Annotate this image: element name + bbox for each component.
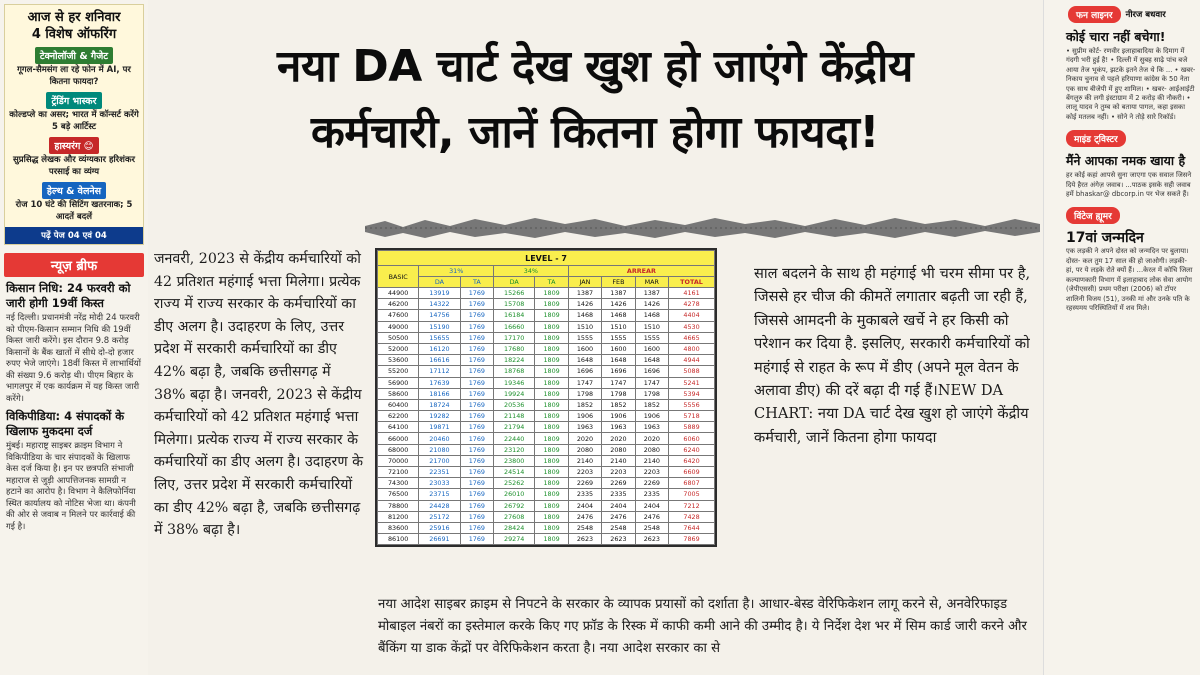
da-31-cell: 13919 [419,288,460,299]
basic-pay-cell: 70000 [378,455,419,466]
arrear-feb-cell: 1963 [602,422,635,433]
ta-31-cell: 1769 [460,299,493,310]
brief-item-title[interactable]: किसान निधि: 24 फरवरी को जारी होगी 19वीं किस्त [6,281,131,310]
da-31-cell: 16120 [419,343,460,354]
subheader-mar: MAR [635,277,668,288]
arrear-total-cell: 7212 [669,500,715,511]
da-31-cell: 17112 [419,366,460,377]
da-34-cell: 21148 [494,411,535,422]
arrear-total-cell: 6060 [669,433,715,444]
da-31-cell: 22351 [419,467,460,478]
arrear-feb-cell: 1600 [602,343,635,354]
ta-31-cell: 1769 [460,343,493,354]
arrear-feb-cell: 2140 [602,455,635,466]
fun-liner-title[interactable]: कोई चारा नहीं बचेगा! [1066,29,1166,44]
ta-31-cell: 1769 [460,444,493,455]
arrear-feb-cell: 2269 [602,478,635,489]
ta-31-cell: 1769 [460,478,493,489]
ta-34-cell: 1809 [535,321,568,332]
arrear-jan-cell: 2623 [568,534,601,545]
arrear-total-cell: 4161 [669,288,715,299]
mind-twister-pill: माइंड ट्विस्टर [1066,130,1126,147]
humor-chip: हास्यरंग 😊 [49,137,98,154]
ta-31-cell: 1769 [460,489,493,500]
da-34-cell: 19924 [494,388,535,399]
arrear-feb-cell: 2203 [602,467,635,478]
left-sidebar [0,0,148,675]
brief-item-body: नई दिल्ली। प्रधानमंत्री नरेंद्र मोदी 24 फरवरी को पीएम-किसान सम्मान निधि की 19वीं किस्त जारी करेंगे। इस दौरान 9.8 करोड़ किसानों के बैंक खातों में सीधे दो-दो हजार रुपए भेजे जाएंगे। 18वीं किस्त में लाभार्थियों की संख्या 9.6 करोड़ थी। पीएम बिहार के भागलपुर में एक कार्यक्रम में यह किस्त जारी करेंगे। [6,313,141,404]
arrear-total-cell: 7005 [669,489,715,500]
promo-title: आज से हर शनिवार [27,10,121,25]
table-row [378,500,715,511]
table-row [378,399,715,410]
arrear-feb-cell: 1468 [602,310,635,321]
da-34-cell: 17170 [494,332,535,343]
ta-34-cell: 1809 [535,399,568,410]
basic-pay-cell: 55200 [378,366,419,377]
arrear-jan-cell: 1963 [568,422,601,433]
da-34-cell: 24514 [494,467,535,478]
arrear-mar-cell: 2335 [635,489,668,500]
arrear-mar-cell: 2404 [635,500,668,511]
arrear-feb-cell: 1555 [602,332,635,343]
table-row [378,422,715,433]
arrear-feb-cell: 2335 [602,489,635,500]
arrear-mar-cell: 1468 [635,310,668,321]
arrear-mar-cell: 1696 [635,366,668,377]
mind-twister-text: हर कोई कहां आपसे सुना जाएगा एक सवाल जिसने दिये हैरत अंगेज़ जवाब। ...पाठक इसके सही जवाब हमें bhaskar@ dbcorp.in पर भेज सकते हैं। [1066,171,1192,199]
arrear-mar-cell: 1906 [635,411,668,422]
da-chart-table [375,248,717,547]
arrear-feb-cell: 1906 [602,411,635,422]
basic-pay-cell: 60400 [378,399,419,410]
arrear-feb-cell: 1510 [602,321,635,332]
arrear-jan-cell: 1387 [568,288,601,299]
arrear-total-cell: 7869 [669,534,715,545]
arrear-total-cell: 4944 [669,355,715,366]
arrear-jan-cell: 1852 [568,399,601,410]
table-row [378,299,715,310]
table-row [378,455,715,466]
table-row [378,288,715,299]
arrear-feb-cell: 1747 [602,377,635,388]
table-row [378,467,715,478]
da-34-cell: 20536 [494,399,535,410]
basic-pay-cell: 47600 [378,310,419,321]
ta-31-cell: 1769 [460,422,493,433]
article-body-bottom: नया आदेश साइबर क्राइम से निपटने के सरकार के व्यापक प्रयासों को दर्शाता है। आधार-बेस्ड वेरिफिकेशन लागू करने से, अनवेरिफाइड मोबाइल नंबरों का इस्तेमाल करके किए गए फ्रॉड के रिस्क में काफी कमी आने की उम्मीद है। ये निर्देश देश भर में सिम कार्ड जारी करने और बैंकिंग या डाक केंद्रों पर वेरिफिकेशन करता है। नया आदेश सरकार का से [378,597,1027,656]
table-row [378,444,715,455]
basic-pay-cell: 58600 [378,388,419,399]
da-31-cell: 24428 [419,500,460,511]
ta-34-cell: 1809 [535,522,568,533]
col-basic: BASIC [378,266,419,288]
subheader-ta: TA [460,277,493,288]
arrear-total-cell: 4404 [669,310,715,321]
arrear-jan-cell: 2020 [568,433,601,444]
table-row [378,377,715,388]
ta-34-cell: 1809 [535,343,568,354]
headline-line-1: नया DA चार्ट देख खुश हो जाएंगे केंद्रीय [277,41,913,92]
ta-34-cell: 1809 [535,489,568,500]
basic-pay-cell: 78800 [378,500,419,511]
mind-twister-title[interactable]: मैंने आपका नमक खाया है [1066,153,1186,169]
table-row [378,388,715,399]
arrear-feb-cell: 1648 [602,355,635,366]
group-34: 34% [494,266,569,277]
right-sidebar [1043,0,1200,675]
da-34-cell: 16660 [494,321,535,332]
da-34-cell: 26792 [494,500,535,511]
da-31-cell: 15190 [419,321,460,332]
ta-34-cell: 1809 [535,355,568,366]
table-row [378,343,715,354]
arrear-total-cell: 7428 [669,511,715,522]
arrear-feb-cell: 1426 [602,299,635,310]
ta-34-cell: 1809 [535,411,568,422]
arrear-jan-cell: 1648 [568,355,601,366]
da-31-cell: 20460 [419,433,460,444]
subheader-ta: TA [535,277,568,288]
da-34-cell: 23120 [494,444,535,455]
table-row [378,478,715,489]
arrear-jan-cell: 1468 [568,310,601,321]
basic-pay-cell: 76500 [378,489,419,500]
ta-34-cell: 1809 [535,388,568,399]
trending-chip: ट्रेंडिंग भास्कर [46,92,101,109]
arrear-mar-cell: 1426 [635,299,668,310]
arrear-jan-cell: 2476 [568,511,601,522]
arrear-mar-cell: 2548 [635,522,668,533]
arrear-jan-cell: 2269 [568,478,601,489]
ta-34-cell: 1809 [535,478,568,489]
ta-34-cell: 1809 [535,534,568,545]
ta-31-cell: 1769 [460,522,493,533]
da-31-cell: 18166 [419,388,460,399]
arrear-mar-cell: 2140 [635,455,668,466]
arrear-jan-cell: 2080 [568,444,601,455]
da-34-cell: 18224 [494,355,535,366]
da-31-cell: 16616 [419,355,460,366]
basic-pay-cell: 74300 [378,478,419,489]
ta-34-cell: 1809 [535,366,568,377]
arrear-total-cell: 6420 [669,455,715,466]
health-chip: हेल्थ & वेलनेस [42,182,106,199]
da-34-cell: 26010 [494,489,535,500]
arrear-mar-cell: 1510 [635,321,668,332]
arrear-total-cell: 5556 [669,399,715,410]
table-row [378,355,715,366]
basic-pay-cell: 72100 [378,467,419,478]
article-headline [150,34,1040,166]
table-row [378,511,715,522]
table-row [378,321,715,332]
arrear-jan-cell: 2404 [568,500,601,511]
arrear-total-cell: 6807 [669,478,715,489]
brief-item-body: मुंबई। महाराष्ट्र साइबर क्राइम विभाग ने विकिपीडिया के चार संपादकों के खिलाफ केस दर्ज किया है। इन पर छत्रपति संभाजी महाराज से जुड़ी आपत्तिजनक सामग्री न हटाने का आरोप है। विभाग ने कैलिफोर्निया स्थित कार्यालय को नोटिस भेजा था। कंपनी की ओर से जवाब न मिलने पर कार्रवाई की गई है। [6,441,136,532]
da-31-cell: 25172 [419,511,460,522]
article-body-right: साल बदलने के साथ ही महंगाई भी चरम सीमा पर है, जिससे हर चीज की कीमतें लगातार बढ़ती जा रही हैं, जिससे आमदनी के मुकाबले खर्चे ने हर किसी को परेशान कर दिया है. इसलिए, सरकारी कर्मचारियों को महंगाई से राहत के रूप में डीए (अपने मूल वेतन के अलावा डीए) की दरें बढ़ा दी गई हैं।NEW DA CHART: नया DA चार्ट देख खुश हो जाएंगे केंद्रीय कर्मचारी, जानें कितना होगा फायदा [754,265,1031,446]
arrear-total-cell: 4530 [669,321,715,332]
da-31-cell: 21080 [419,444,460,455]
arrear-feb-cell: 2476 [602,511,635,522]
arrear-jan-cell: 1696 [568,366,601,377]
arrear-feb-cell: 2404 [602,500,635,511]
weekly-promo-box[interactable] [4,4,144,245]
ta-31-cell: 1769 [460,433,493,444]
arrear-mar-cell: 1852 [635,399,668,410]
arrear-jan-cell: 1747 [568,377,601,388]
da-34-cell: 28424 [494,522,535,533]
group-31: 31% [419,266,494,277]
fun-liner-text: • सुप्रीम कोर्ट- रणवीर इलाहाबादिया के दिमाग में गंदगी भरी हुई है! • दिल्ली में सुबह साढ़े पांच बजे आया तेज भूकंप, झटके इतने तेज थे कि ... • खबर- निकाय चुनाव से पहले हरियाणा कांग्रेस के 50 नेता एक साथ बीजेपी में हुए शामिल। • खबर- आईआईटी बेंगलुरु की लगी इंस्टाग्राम में 2 करोड़ की नौकरी। • लालू यादव ने तुम्ब को बताया पागल, कहा इसका कोई मतलब नहीं। • सोने ने तोड़े सारे रिकॉर्ड। [1066,47,1196,121]
arrear-jan-cell: 1510 [568,321,601,332]
ta-34-cell: 1809 [535,332,568,343]
arrear-jan-cell: 1798 [568,388,601,399]
ta-34-cell: 1809 [535,511,568,522]
ta-34-cell: 1809 [535,310,568,321]
da-34-cell: 21794 [494,422,535,433]
da-34-cell: 25262 [494,478,535,489]
group-arrear: ARREAR [568,266,714,277]
basic-pay-cell: 52000 [378,343,419,354]
da-31-cell: 21700 [419,455,460,466]
ta-31-cell: 1769 [460,377,493,388]
ta-31-cell: 1769 [460,500,493,511]
da-31-cell: 15655 [419,332,460,343]
ta-31-cell: 1769 [460,388,493,399]
ta-34-cell: 1809 [535,422,568,433]
arrear-mar-cell: 1747 [635,377,668,388]
da-31-cell: 14756 [419,310,460,321]
trending-text: कोल्डप्ले का असर; भारत में कॉन्सर्ट करेंगे 5 बड़े आर्टिस्ट [9,110,139,132]
arrear-mar-cell: 1600 [635,343,668,354]
ta-31-cell: 1769 [460,355,493,366]
humor-text: सुप्रसिद्ध लेखक और व्यंग्यकार हरिशंकर परसाई का व्यंग्य [13,155,135,177]
da-31-cell: 26691 [419,534,460,545]
ta-34-cell: 1809 [535,299,568,310]
arrear-feb-cell: 1696 [602,366,635,377]
da-31-cell: 17639 [419,377,460,388]
ta-31-cell: 1769 [460,288,493,299]
arrear-total-cell: 5889 [669,422,715,433]
arrear-mar-cell: 1387 [635,288,668,299]
basic-pay-cell: 53600 [378,355,419,366]
da-34-cell: 22440 [494,433,535,444]
arrear-feb-cell: 2548 [602,522,635,533]
da-31-cell: 19282 [419,411,460,422]
ta-34-cell: 1809 [535,433,568,444]
subheader-feb: FEB [602,277,635,288]
ta-34-cell: 1809 [535,467,568,478]
basic-pay-cell: 56900 [378,377,419,388]
arrear-mar-cell: 1963 [635,422,668,433]
arrear-total-cell: 4665 [669,332,715,343]
arrear-feb-cell: 1387 [602,288,635,299]
torn-paper-divider [365,212,1040,240]
table-title: LEVEL - 7 [378,251,715,266]
table-row [378,332,715,343]
da-31-cell: 23715 [419,489,460,500]
arrear-jan-cell: 1906 [568,411,601,422]
da-31-cell: 23033 [419,478,460,489]
article-body-left: जनवरी, 2023 से केंद्रीय कर्मचारियों को 42 प्रतिशत महंगाई भत्ता मिलेगा। प्रत्येक राज्य में राज्य सरकार के कर्मचारियों का डीए अलग है। उदाहरण के लिए, उत्तर प्रदेश में सरकारी कर्मचारियों का डीए 42% बढ़ा है, जबकि छत्तीसगढ़ में 38% बढ़ा है। जनवरी, 2023 से केंद्रीय कर्मचारियों को 42 प्रतिशत महंगाई भत्ता मिलेगा। प्रत्येक राज्य में राज्य सरकार के कर्मचारियों का डीए अलग है। उदाहरण के लिए, उत्तर प्रदेश में सरकारी कर्मचारियों का डीए 42% बढ़ा है, जबकि छत्तीसगढ़ में 38% बढ़ा है। [154,251,364,539]
ta-31-cell: 1769 [460,534,493,545]
da-31-cell: 25916 [419,522,460,533]
arrear-mar-cell: 2020 [635,433,668,444]
arrear-mar-cell: 2476 [635,511,668,522]
table-row [378,366,715,377]
arrear-feb-cell: 2623 [602,534,635,545]
arrear-mar-cell: 2203 [635,467,668,478]
arrear-jan-cell: 1555 [568,332,601,343]
promo-subtitle: 4 विशेष ऑफरिंग [31,27,117,42]
arrear-feb-cell: 2080 [602,444,635,455]
ta-31-cell: 1769 [460,366,493,377]
arrear-total-cell: 6609 [669,467,715,478]
arrear-jan-cell: 2203 [568,467,601,478]
vintage-humor-title[interactable]: 17वां जन्मदिन [1066,230,1144,247]
health-text: रोज 10 घंटे की सिटिंग खतरनाक; 5 आदतें बदलें [15,200,133,222]
table-row [378,310,715,321]
basic-pay-cell: 81200 [378,511,419,522]
basic-pay-cell: 68000 [378,444,419,455]
ta-31-cell: 1769 [460,455,493,466]
ta-34-cell: 1809 [535,288,568,299]
arrear-jan-cell: 2140 [568,455,601,466]
da-31-cell: 14322 [419,299,460,310]
table-row [378,489,715,500]
ta-31-cell: 1769 [460,310,493,321]
da-34-cell: 16184 [494,310,535,321]
table-row [378,411,715,422]
da-31-cell: 18724 [419,399,460,410]
arrear-total-cell: 5088 [669,366,715,377]
ta-34-cell: 1809 [535,500,568,511]
table-row [378,433,715,444]
da-34-cell: 19346 [494,377,535,388]
da-34-cell: 15266 [494,288,535,299]
promo-page-ref: पढ़ें पेज 04 एवं 04 [5,227,143,244]
basic-pay-cell: 49000 [378,321,419,332]
da-34-cell: 29274 [494,534,535,545]
arrear-total-cell: 5394 [669,388,715,399]
table-row [378,534,715,545]
arrear-total-cell: 4278 [669,299,715,310]
headline-line-2: कर्मचारी, जानें कितना होगा फायदा! [311,107,879,158]
basic-pay-cell: 44900 [378,288,419,299]
column-author: नीरज बधवार [1125,10,1166,20]
arrear-mar-cell: 2623 [635,534,668,545]
arrear-jan-cell: 2548 [568,522,601,533]
ta-34-cell: 1809 [535,444,568,455]
arrear-mar-cell: 1555 [635,332,668,343]
ta-31-cell: 1769 [460,332,493,343]
da-34-cell: 23800 [494,455,535,466]
ta-34-cell: 1809 [535,377,568,388]
vintage-humor-text: एक लड़की ने अपने दोस्त को जन्मदिन पर बुलाया। दोस्त- कल तुम 17 साल की हो जाओगी। लड़की- हां, पर ये लड़के रोते क्यों हैं। ...केरल में कोचि जिला कल्याणकारी विभाग में इलाहाबाद लोक सेवा आयोग (जेपीएससी) प्रथम परीक्षा (2006) को टॉपर शालिनी विजय (51), उनकी मां और उनके पति के रहस्यमय परिस्थितियों में शव मिले। [1066,247,1193,312]
ta-31-cell: 1769 [460,321,493,332]
basic-pay-cell: 83600 [378,522,419,533]
basic-pay-cell: 62200 [378,411,419,422]
arrear-total-cell: 4800 [669,343,715,354]
da-34-cell: 18768 [494,366,535,377]
subheader-total: TOTAL [669,277,715,288]
ta-31-cell: 1769 [460,399,493,410]
arrear-total-cell: 6240 [669,444,715,455]
news-brief-header: न्यूज़ ब्रीफ [4,253,144,277]
arrear-total-cell: 5241 [669,377,715,388]
arrear-feb-cell: 2020 [602,433,635,444]
arrear-feb-cell: 1852 [602,399,635,410]
ta-31-cell: 1769 [460,511,493,522]
arrear-mar-cell: 2269 [635,478,668,489]
arrear-jan-cell: 1426 [568,299,601,310]
basic-pay-cell: 64100 [378,422,419,433]
da-34-cell: 27608 [494,511,535,522]
table-row [378,522,715,533]
arrear-mar-cell: 2080 [635,444,668,455]
ta-31-cell: 1769 [460,411,493,422]
basic-pay-cell: 86100 [378,534,419,545]
brief-item-title[interactable]: विकिपीडिया: 4 संपादकों के खिलाफ मुकदमा दर्ज [6,409,125,438]
arrear-jan-cell: 1600 [568,343,601,354]
arrear-total-cell: 7644 [669,522,715,533]
subheader-da: DA [419,277,460,288]
fun-liner-tag [1068,6,1200,23]
arrear-jan-cell: 2335 [568,489,601,500]
da-34-cell: 17680 [494,343,535,354]
tech-text: गूगल-सैमसंग ला रहे फोन में AI, पर कितना फायदा? [17,65,131,87]
ta-31-cell: 1769 [460,467,493,478]
da-31-cell: 19871 [419,422,460,433]
arrear-feb-cell: 1798 [602,388,635,399]
basic-pay-cell: 50500 [378,332,419,343]
subheader-jan: JAN [568,277,601,288]
subheader-da: DA [494,277,535,288]
vintage-humor-pill: विंटेज ह्यूमर [1066,207,1120,224]
tech-chip: टेक्नोलॉजी & गैजेट [35,47,113,64]
ta-34-cell: 1809 [535,455,568,466]
arrear-total-cell: 5718 [669,411,715,422]
da-34-cell: 15708 [494,299,535,310]
arrear-mar-cell: 1798 [635,388,668,399]
arrear-mar-cell: 1648 [635,355,668,366]
basic-pay-cell: 46200 [378,299,419,310]
basic-pay-cell: 66000 [378,433,419,444]
fun-liner-pill: फन लाइनर [1068,6,1121,23]
